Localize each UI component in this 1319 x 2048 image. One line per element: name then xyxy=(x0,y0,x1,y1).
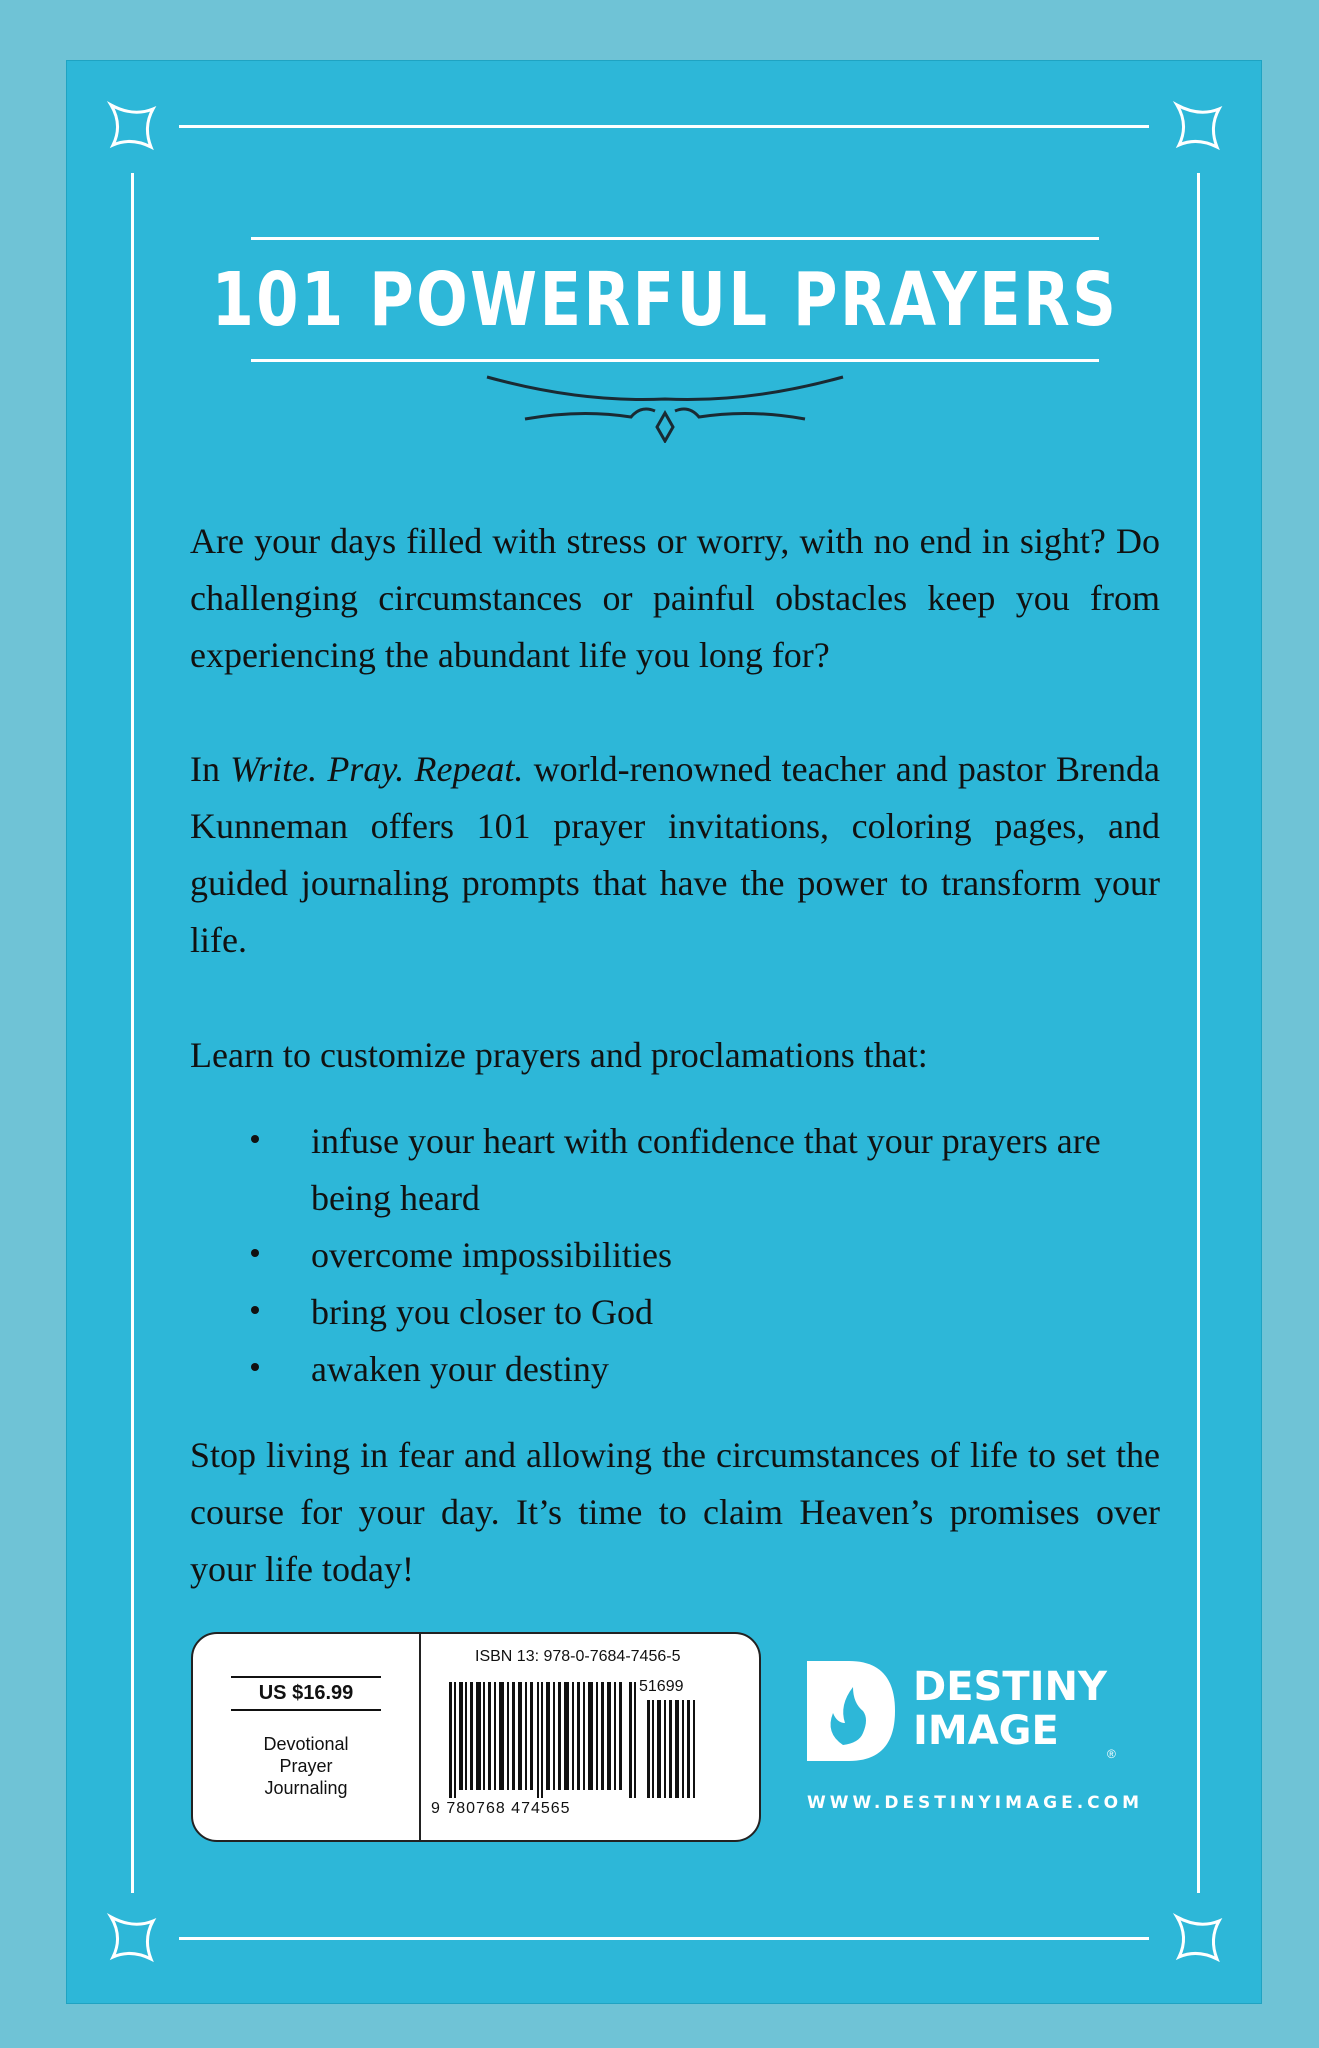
frame-left-rule xyxy=(131,173,134,1893)
publisher-name xyxy=(913,1665,1107,1753)
list-item-text: bring you closer to God xyxy=(311,1292,653,1332)
list-item xyxy=(251,1113,1161,1227)
list-intro-paragraph: Learn to customize prayers and proclamations that: xyxy=(190,1035,928,1075)
description-body: world-renowned teacher and pastor Brenda Kunneman offers 101 prayer invitations, coloring pages, and guided journaling prompts that have the power to transform your life. xyxy=(190,749,1160,960)
bullet-icon xyxy=(251,1306,259,1314)
destiny-image-logo-icon xyxy=(803,1657,897,1765)
title-top-rule xyxy=(251,237,1099,240)
ean-text: 9 780768 474565 xyxy=(431,1800,571,1817)
isbn-text: ISBN 13: 978-0-7684-7456-5 xyxy=(475,1648,681,1665)
corner-ornament-icon xyxy=(103,97,161,155)
title-bottom-rule xyxy=(251,359,1099,362)
list-item xyxy=(251,1284,1161,1341)
price-code-text: 51699 xyxy=(639,1678,684,1695)
category-label: Prayer xyxy=(279,1756,333,1776)
price-barcode-icon xyxy=(647,1700,697,1798)
corner-ornament-icon xyxy=(103,1909,161,1967)
category-label: Devotional xyxy=(263,1734,349,1754)
registered-mark: ® xyxy=(1107,1747,1116,1761)
barcode-icon xyxy=(449,1682,639,1798)
book-title: Write. Pray. Repeat. xyxy=(230,749,524,789)
frame-right-rule xyxy=(1197,173,1200,1893)
price-panel xyxy=(193,1634,421,1842)
price-text: US $16.99 xyxy=(231,1676,381,1711)
description-paragraph xyxy=(190,741,1160,969)
publisher-name-line2: IMAGE xyxy=(913,1708,1059,1754)
closing-paragraph: Stop living in fear and allowing the circumstances of life to set the course for your day. It’s time to claim Heaven’s promises over your life today! xyxy=(190,1435,1160,1589)
back-cover xyxy=(66,60,1262,2004)
category-label: Journaling xyxy=(264,1778,348,1798)
description-prefix: In xyxy=(190,749,231,789)
list-item-text: overcome impossibilities xyxy=(311,1235,672,1275)
frame-top-rule xyxy=(179,125,1149,128)
page-title: 101 POWERFUL PRAYERS xyxy=(211,257,1119,343)
publisher-url: WWW.DESTINYIMAGE.COM xyxy=(807,1793,1144,1813)
frame-bottom-rule xyxy=(179,1937,1149,1940)
publisher-name-line1: DESTINY xyxy=(913,1664,1107,1710)
intro-paragraph: Are your days filled with stress or worry, with no end in sight? Do challenging circumstances or painful obstacles keep you from experiencing the abundant life you long for? xyxy=(190,521,1160,675)
corner-ornament-icon xyxy=(1169,97,1227,155)
barcode-label xyxy=(191,1632,761,1842)
bullet-icon xyxy=(251,1249,259,1257)
list-item xyxy=(251,1341,1161,1398)
bullet-icon xyxy=(251,1363,259,1371)
list-item-text: infuse your heart with confidence that your prayers are being heard xyxy=(311,1121,1101,1218)
list-item-text: awaken your destiny xyxy=(311,1349,609,1389)
bullet-icon xyxy=(251,1135,259,1143)
flourish-ornament-icon xyxy=(481,369,849,443)
list-item xyxy=(251,1227,1161,1284)
corner-ornament-icon xyxy=(1169,1909,1227,1967)
